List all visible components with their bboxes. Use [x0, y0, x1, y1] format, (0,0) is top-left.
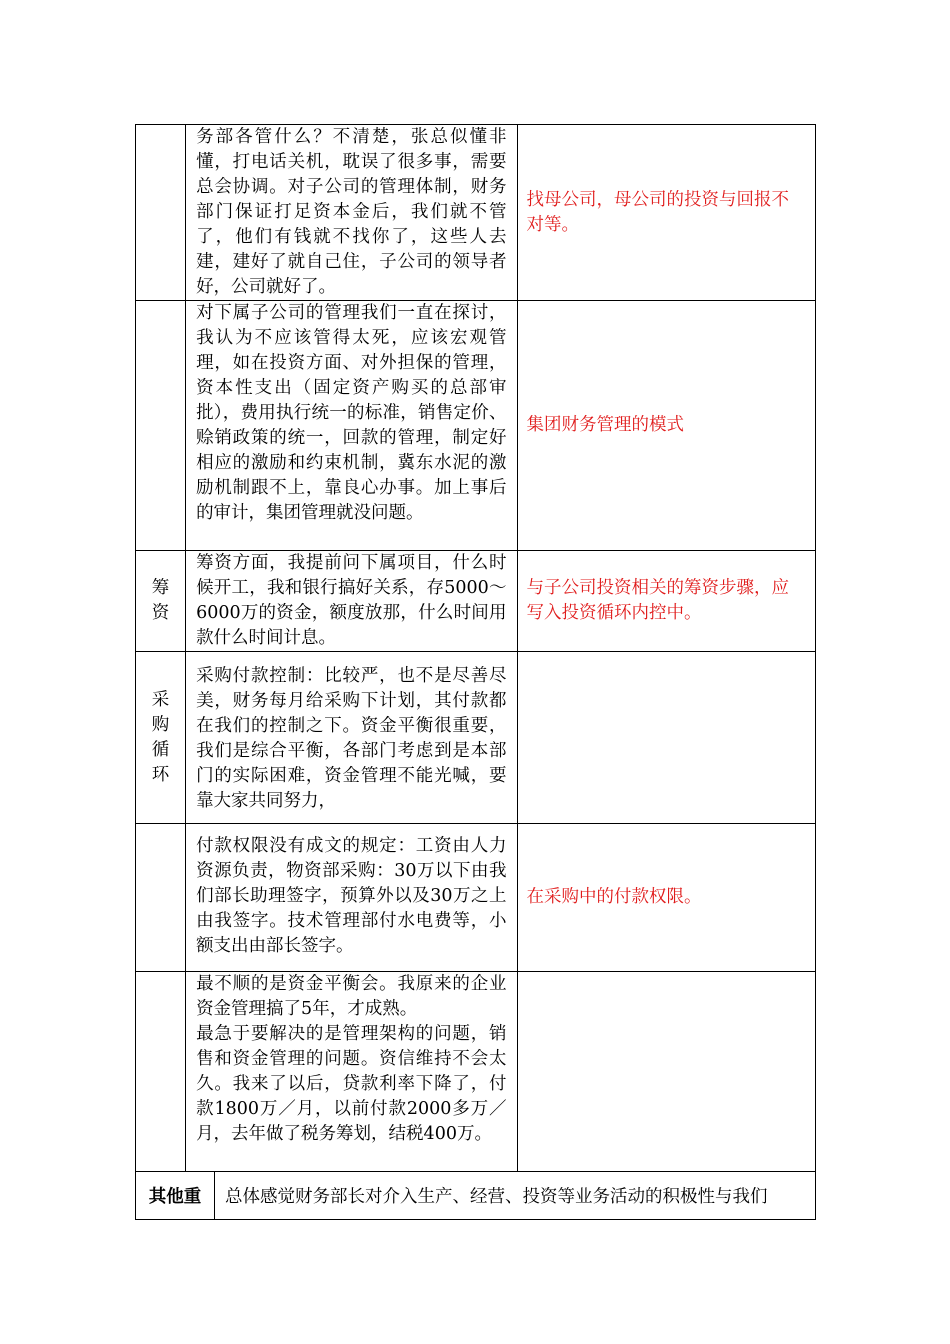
table-row	[136, 824, 816, 972]
review-note-cell	[517, 972, 815, 1172]
table-row	[136, 1172, 816, 1220]
interview-text-cell	[186, 972, 517, 1172]
review-note-cell	[517, 551, 815, 652]
interview-text: 务部各管什么？不清楚，张总似懂非懂，打电话关机，耽误了很多事，需要总会协调。对子公司的管理体制，财务部门保证打足资本金后，我们就不管了，他们有钱就不找你了，这些人去建，建好了就自己住，子公司的领导者好，公司就好了。	[196, 127, 507, 297]
review-note: 与子公司投资相关的筹资步骤，应写入投资循环内控中。	[526, 578, 790, 623]
category-label: 采购循环	[151, 689, 170, 785]
table-row	[136, 301, 816, 551]
other-issues-text: 总体感觉财务部长对介入生产、经营、投资等业务活动的积极性与我们	[215, 1172, 816, 1220]
review-note: 找母公司，母公司的投资与回报不对等。	[526, 189, 790, 235]
review-note: 在采购中的付款权限。	[526, 887, 702, 907]
category-cell	[136, 301, 186, 551]
category-cell	[136, 824, 186, 972]
table-row	[136, 972, 816, 1172]
other-issues-label: 其他重	[136, 1172, 215, 1220]
category-cell	[136, 652, 186, 824]
interview-text-cell	[186, 551, 517, 652]
interview-text: 对下属子公司的管理我们一直在探讨，我认为不应该管得太死，应该宏观管理，如在投资方面、对外担保的管理，资本性支出（固定资产购买的总部审批），费用执行统一的标准，销售定价、赊销政策的统一，回款的管理，制定好相应的激励和约束机制，冀东水泥的激励机制跟不上，靠良心办事。加上事后的审计，集团管理就没问题。	[196, 303, 507, 523]
table-row	[136, 652, 816, 824]
interview-text-cell	[186, 125, 517, 301]
interview-text-line: 最急于要解决的是管理架构的问题，销售和资金管理的问题。资信维持不会太久。我来了以后，贷款利率下降了，付款1800万／月，以前付款2000多万／月，去年做了税务筹划，结税400万。	[196, 1024, 507, 1144]
interview-text-cell	[186, 824, 517, 972]
table-row	[136, 551, 816, 652]
review-note-cell	[517, 652, 815, 824]
interview-notes-table	[135, 124, 816, 1172]
interview-text: 付款权限没有成文的规定：工资由人力资源负责，物资部采购：30万以下由我们部长助理签字，预算外以及30万之上由我签字。技术管理部付水电费等，小额支出由部长签字。	[196, 836, 507, 956]
category-label: 筹资	[151, 578, 170, 623]
review-note: 集团财务管理的模式	[526, 415, 685, 435]
interview-text-line: 最不顺的是资金平衡会。我原来的企业资金管理搞了5年，才成熟。	[196, 974, 507, 1019]
review-note-cell	[517, 125, 815, 301]
table-row	[136, 125, 816, 301]
category-cell	[136, 551, 186, 652]
category-cell	[136, 125, 186, 301]
interview-text-cell	[186, 652, 517, 824]
other-issues-table	[135, 1171, 816, 1220]
interview-text: 采购付款控制：比较严，也不是尽善尽美，财务每月给采购下计划，其付款都在我们的控制之下。资金平衡很重要，我们是综合平衡，各部门考虑到是本部门的实际困难，资金管理不能光喊，要靠大家共同努力，	[196, 666, 507, 811]
review-note-cell	[517, 301, 815, 551]
category-cell	[136, 972, 186, 1172]
interview-text: 筹资方面，我提前问下属项目，什么时候开工，我和银行搞好关系，存5000～6000万的资金，额度放那，什么时间用款什么时间计息。	[196, 553, 507, 648]
interview-text-cell	[186, 301, 517, 551]
review-note-cell	[517, 824, 815, 972]
